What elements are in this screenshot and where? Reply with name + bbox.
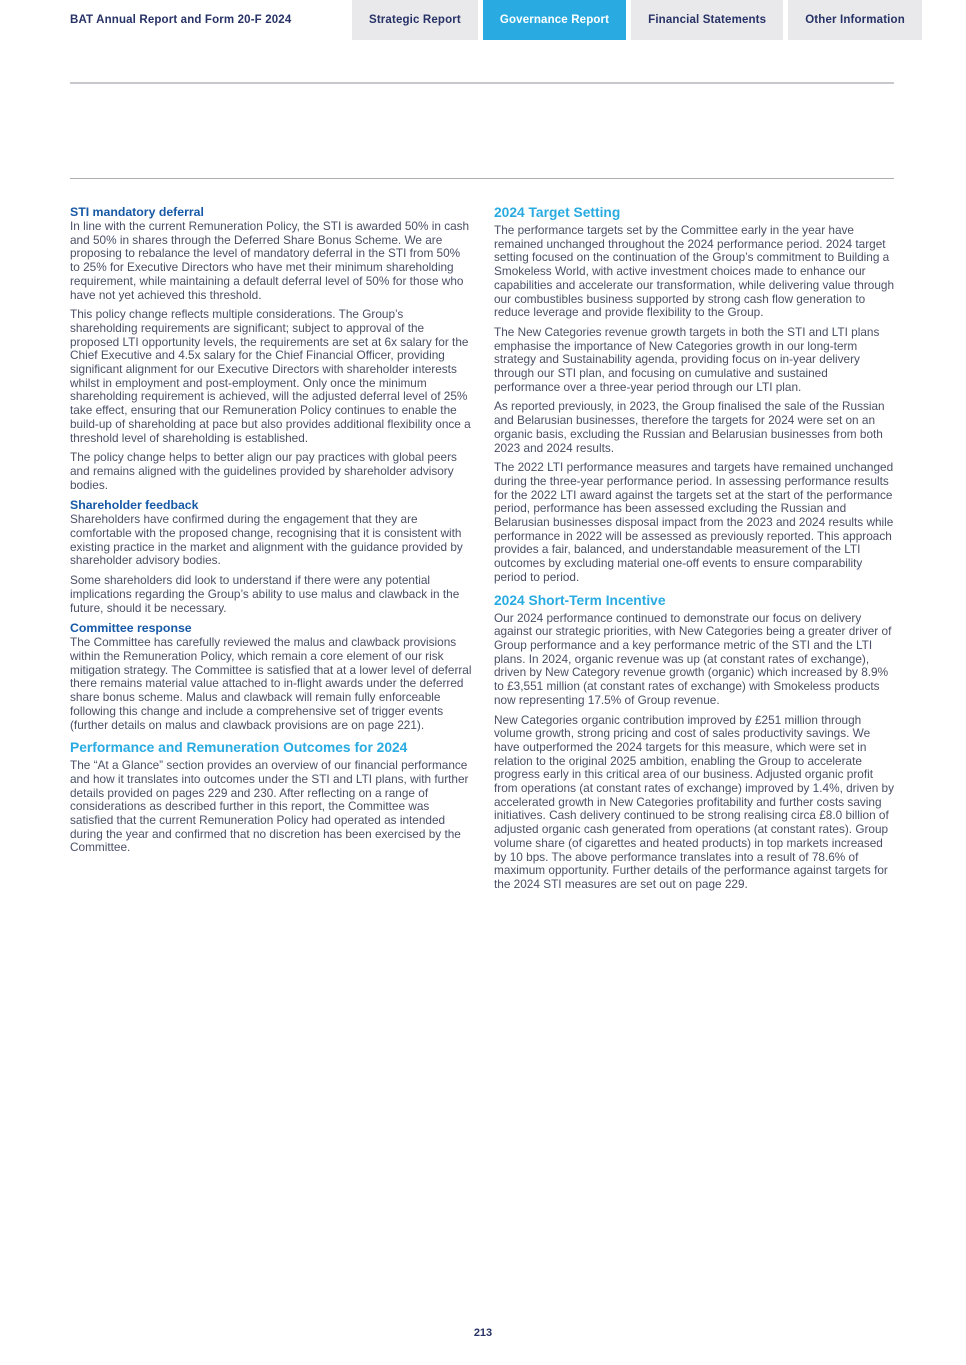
- left-column: [70, 205, 472, 898]
- tab-governance-report[interactable]: Governance Report: [483, 0, 626, 40]
- tab-other-information[interactable]: Other Information: [788, 0, 922, 40]
- paragraph: In line with the current Remuneration Policy, the STI is awarded 50% in cash and 50% in shares through the Deferred Share Bonus Scheme. We are proposing to rebalance the level of mandatory deferral in the STI from 50% to 25% for Executive Directors who have met their minimum shareholding requirement, while maintaining a default deferral level of 50% for those who have not yet achieved this threshold.: [70, 219, 470, 302]
- tab-financial-statements[interactable]: Financial Statements: [631, 0, 783, 40]
- subsection-heading: Shareholder feedback: [70, 498, 199, 513]
- section-heading: 2024 Target Setting: [494, 205, 621, 220]
- paragraph: Some shareholders did look to understand if there were any potential implications regarding the Group’s ability to use malus and clawback in the future, should it be necessary.: [70, 573, 460, 615]
- paragraph: Shareholders have confirmed during the engagement that they are comfortable with the proposed change, recognising that it is consistent with existing practice in the market and alignment with the guidance provided by shareholder advisory bodies.: [70, 512, 463, 568]
- paragraph: The New Categories revenue growth targets in both the STI and LTI plans emphasise the importance of New Categories growth in our long-term strategy and Sustainability agenda, providing focus on in-year delivery through our STI plan, and focusing on cumulative and sustained performance over a three-year period through our LTI plan.: [494, 324, 880, 394]
- right-column: [494, 205, 896, 898]
- paragraph: This policy change reflects multiple considerations. The Group’s shareholding requirements are significant; subject to approval of the proposed LTI opportunity levels, the requirements are set at 6x salary for the Chief Executive and 4.5x salary for the Chief Financial Officer, providing significant alignment for our Executive Directors with shareholder interests whilst in employment and post-employment. Only once the minimum shareholding requirement is achieved, will the adjusted deferral level of 25% take effect, ensuring that our Remuneration Policy continues to enable the build-up of shareholding at pace but also provides additional flexibility once a threshold level of shareholding is established.: [70, 307, 471, 445]
- paragraph: Our 2024 performance continued to demonstrate our focus on delivery against our strategic priorities, with New Categories being a greater driver of Group performance and a key performance metric of the STI and the LTI plans. In 2024, organic revenue was up (at constant rates of exchange), driven by New Category revenue growth (organic) which increased by 8.9% to £3,551 million (at constant rates of exchange) with Smokeless products now representing 17.5% of Group revenue.: [494, 610, 892, 707]
- paragraph: The policy change helps to better align our pay practices with global peers and remains aligned with the guidelines provided by shareholder advisory bodies.: [70, 450, 457, 492]
- divider-top: [70, 82, 894, 84]
- divider-section: [70, 178, 894, 179]
- paragraph: The 2022 LTI performance measures and targets have remained unchanged during the three-year performance period. In assessing performance results for the 2022 LTI award against the targets set at the start of the performance period, performance has been assessed excluding the Russian and Belarusian businesses disposal impact from the 2023 and 2024 results while performance in 2022 will be assessed as previously reported. This approach provides a fair, balanced, and understandable measurement of the LTI outcomes by excluding material one-off events to ensure comparability period to period.: [494, 460, 894, 584]
- report-title: BAT Annual Report and Form 20-F 2024: [70, 14, 292, 26]
- section-heading: Performance and Remuneration Outcomes for 2024: [70, 740, 408, 756]
- paragraph: As reported previously, in 2023, the Group finalised the sale of the Russian and Belarusian businesses, therefore the targets for 2024 were set on an organic basis, excluding the Russian and Belarusian businesses from both 2023 and 2024 results.: [494, 399, 885, 455]
- section-heading: 2024 Short-Term Incentive: [494, 592, 666, 608]
- subsection-heading: Committee response: [70, 621, 192, 636]
- subsection-heading: STI mandatory deferral: [70, 205, 204, 219]
- tab-strategic-report[interactable]: Strategic Report: [352, 0, 478, 40]
- page-number: 213: [473, 1327, 493, 1339]
- paragraph: The “At a Glance” section provides an overview of our financial performance and how it translates into outcomes under the STI and LTI plans, with further details provided on pages 229 and 230. After reflecting on a range of considerations as described further in this report, the Committee was satisfied that the current Remuneration Policy had operated as intended during the year and confirmed that no discretion has been exercised by the Committee.: [70, 758, 469, 855]
- paragraph: New Categories organic contribution improved by £251 million through volume growth, strong pricing and cost of sales productivity savings. We have outperformed the 2024 targets for this measure, which were set in relation to the original 2025 ambition, enabling the Group to accelerate progress early in this critical area of our business. Adjusted organic profit from operations (at constant rates of exchange) improved by 1.4%, driven by accelerated growth in New Categories profitability and further costs saving initiatives. Cash delivery continued to be strong realising circa £8.0 billion of adjusted organic cash generated from operations (at constant rates). Group volume share (of cigarettes and heated products) in top markets increased by 10 bps. The above performance translates into a result of 78.6% of maximum opportunity. Further details of the performance against targets for the 2024 STI measures are set out on page 229.: [494, 712, 894, 891]
- paragraph: The performance targets set by the Committee early in the year have remained unchanged throughout the 2024 performance period. 2024 target setting focused on the continuation of the Group’s commitment to Building a Smokeless World, with active investment choices made to enhance our capabilities and accelerate our transformation, while delivering value through our combustibles business supported by strong cash flow generation to reduce leverage and provide flexibility to the Group.: [494, 223, 895, 320]
- header-tabs: [352, 0, 922, 40]
- content-columns: [70, 205, 896, 898]
- paragraph: The Committee has carefully reviewed the malus and clawback provisions within the Remuneration Policy, which remain a core element of our risk mitigation strategy. The Committee is satisfied that at a lower level of deferral there remains material value attached to in-flight awards under the deferred share bonus scheme. Malus and clawback will remain fully enforceable following this change and include a comprehensive set of trigger events (further details on malus and clawback provisions are on page 221).: [70, 635, 472, 732]
